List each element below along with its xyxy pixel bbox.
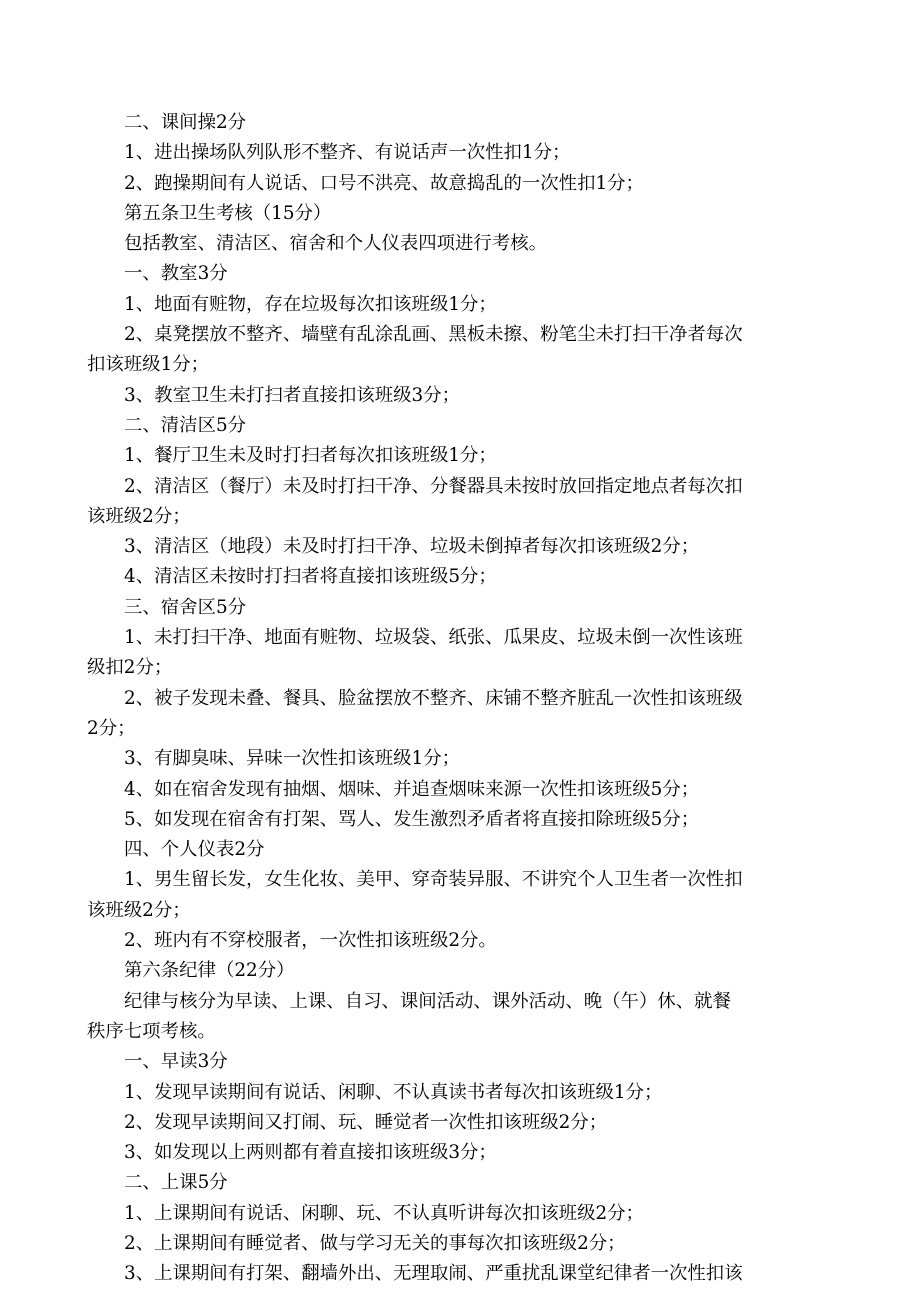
text-line: 3、如发现以上两则都有着直接扣该班级3分； — [124, 1142, 497, 1164]
text-line: 1、餐厅卫生未及时打扫者每次扣该班级1分； — [124, 445, 497, 467]
text-line: 1、发现早读期间有说话、闲聊、不认真读书者每次扣该班级1分； — [124, 1081, 663, 1103]
text-line: 2、跑操期间有人说话、口号不洪亮、故意捣乱的一次性扣1分； — [124, 172, 644, 194]
text-line: 2、发现早读期间又打闹、玩、睡觉者一次性扣该班级2分； — [124, 1111, 608, 1133]
text-line: 一、教室3分 — [124, 263, 228, 285]
text-line: 包括教室、清洁区、宿舍和个人仪表四项进行考核。 — [124, 233, 547, 255]
text-line: 四、个人仪表2分 — [124, 839, 265, 861]
text-line: 1、进出操场队列队形不整齐、有说话声一次性扣1分； — [124, 142, 571, 164]
text-line: 4、如在宿舍发现有抽烟、烟味、并追查烟味来源一次性扣该班级5分； — [124, 778, 700, 800]
text-line: 第五条卫生考核（15分） — [124, 202, 332, 224]
text-line: 1、未打扫干净、地面有赃物、垃圾袋、纸张、瓜果皮、垃圾未倒一次性该班 — [124, 627, 743, 649]
text-line: 1、地面有赃物，存在垃圾每次扣该班级1分； — [124, 293, 497, 315]
text-line: 1、男生留长发，女生化妆、美甲、穿奇装异服、不讲究个人卫生者一次性扣 — [124, 869, 743, 891]
text-line: 2、班内有不穿校服者，一次性扣该班级2分。 — [124, 930, 497, 952]
text-line: 3、上课期间有打架、翻墙外出、无理取闹、严重扰乱课堂纪律者一次性扣该 — [124, 1263, 743, 1285]
text-line: 3、清洁区（地段）未及时打扫干净、垃圾未倒掉者每次扣该班级2分； — [124, 536, 700, 558]
text-line: 2、被子发现未叠、餐具、脸盆摆放不整齐、床铺不整齐脏乱一次性扣该班级 — [124, 687, 743, 709]
text-line: 5、如发现在宿舍有打架、骂人、发生激烈矛盾者将直接扣除班级5分； — [124, 808, 700, 830]
text-line: 第六条纪律（22分） — [124, 960, 295, 982]
text-line: 二、课间操2分 — [124, 112, 247, 133]
text-line: 4、清洁区未按时打扫者将直接扣该班级5分； — [124, 566, 497, 588]
text-line: 2、桌凳摆放不整齐、墙壁有乱涂乱画、黑板未擦、粉笔尘未打扫干净者每次 — [124, 324, 743, 346]
text-line: 1、上课期间有说话、闲聊、玩、不认真听讲每次扣该班级2分； — [124, 1202, 644, 1224]
text-line: 一、早读3分 — [124, 1051, 228, 1073]
text-line: 该班级2分； — [87, 505, 191, 527]
text-line: 扣该班级1分； — [87, 354, 210, 376]
text-line: 三、宿舍区5分 — [124, 596, 247, 618]
text-line: 3、有脚臭味、异味一次性扣该班级1分； — [124, 748, 461, 770]
text-line: 纪律与核分为早读、上课、自习、课间活动、课外活动、晚（午）休、就餐 — [124, 990, 731, 1012]
text-line: 级扣2分； — [87, 657, 173, 679]
text-line: 秩序七项考核。 — [87, 1020, 216, 1042]
text-line: 2、上课期间有睡觉者、做与学习无关的事每次扣该班级2分； — [124, 1232, 626, 1254]
text-line: 该班级2分； — [87, 899, 191, 921]
text-line: 2、清洁区（餐厅）未及时打扫干净、分餐器具未按时放回指定地点者每次扣 — [124, 475, 743, 497]
text-line: 3、教室卫生未打扫者直接扣该班级3分； — [124, 384, 461, 406]
document-body — [87, 108, 842, 1290]
text-line: 二、上课5分 — [124, 1172, 228, 1194]
text-line: 二、清洁区5分 — [124, 414, 247, 436]
text-line: 2分； — [87, 717, 136, 739]
